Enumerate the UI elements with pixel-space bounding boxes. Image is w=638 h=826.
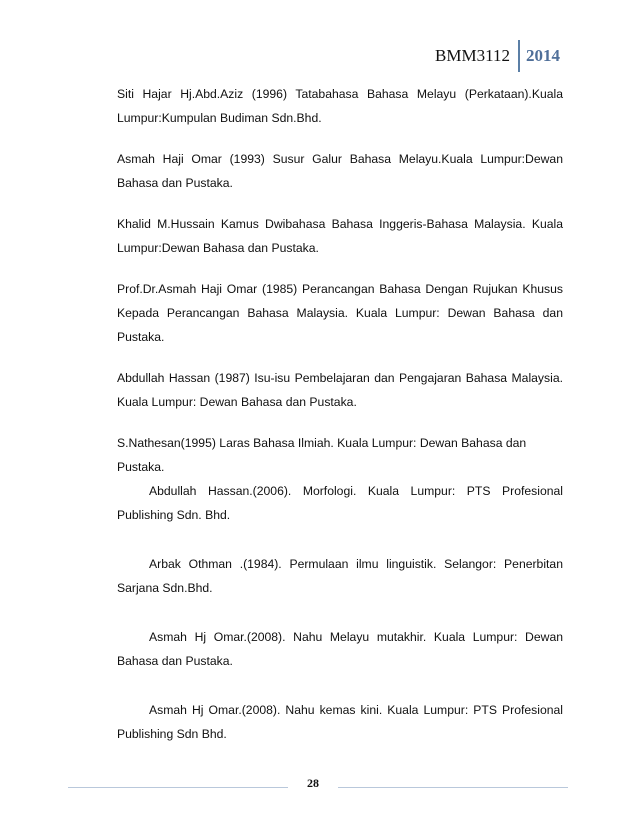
reference-item: Abdullah Hassan.(2006). Morfologi. Kuala Lumpur: PTS Profesional Publishing Sdn. Bhd. [117, 484, 563, 522]
reference-item: Khalid M.Hussain Kamus Dwibahasa Bahasa Inggeris-Bahasa Malaysia. Kuala Lumpur:Dewan Bahasa dan Pustaka. [117, 217, 563, 255]
reference-item: Abdullah Hassan (1987) Isu-isu Pembelajaran dan Pengajaran Bahasa Malaysia. Kuala Lumpur: Dewan Bahasa dan Pustaka. [117, 371, 563, 409]
reference-item: Asmah Hj Omar.(2008). Nahu kemas kini. Kuala Lumpur: PTS Profesional Publishing Sdn Bhd. [117, 703, 563, 741]
page-header [435, 40, 560, 72]
reference-list [117, 82, 563, 746]
page-number: 28 [307, 776, 319, 790]
course-code: BMM3112 [435, 46, 510, 65]
reference-item: Asmah Haji Omar (1993) Susur Galur Bahasa Melayu.Kuala Lumpur:Dewan Bahasa dan Pustaka. [117, 152, 563, 190]
reference-item: Prof.Dr.Asmah Haji Omar (1985) Perancangan Bahasa Dengan Rujukan Khusus Kepada Perancangan Bahasa Malaysia. Kuala Lumpur: Dewan Bahasa dan Pustaka. [117, 282, 563, 344]
reference-item: Arbak Othman .(1984). Permulaan ilmu linguistik. Selangor: Penerbitan Sarjana Sdn.Bhd. [117, 557, 563, 595]
reference-item: Asmah Hj Omar.(2008). Nahu Melayu mutakhir. Kuala Lumpur: Dewan Bahasa dan Pustaka. [117, 630, 563, 668]
footer-rule-left [68, 787, 288, 788]
reference-item: Siti Hajar Hj.Abd.Aziz (1996) Tatabahasa Bahasa Melayu (Perkataan).Kuala Lumpur:Kumpulan Budiman Sdn.Bhd. [117, 87, 563, 125]
footer-rule-right [338, 787, 568, 788]
header-year: 2014 [526, 46, 560, 65]
reference-item: S.Nathesan(1995) Laras Bahasa Ilmiah. Kuala Lumpur: Dewan Bahasa dan Pustaka. [117, 436, 527, 474]
